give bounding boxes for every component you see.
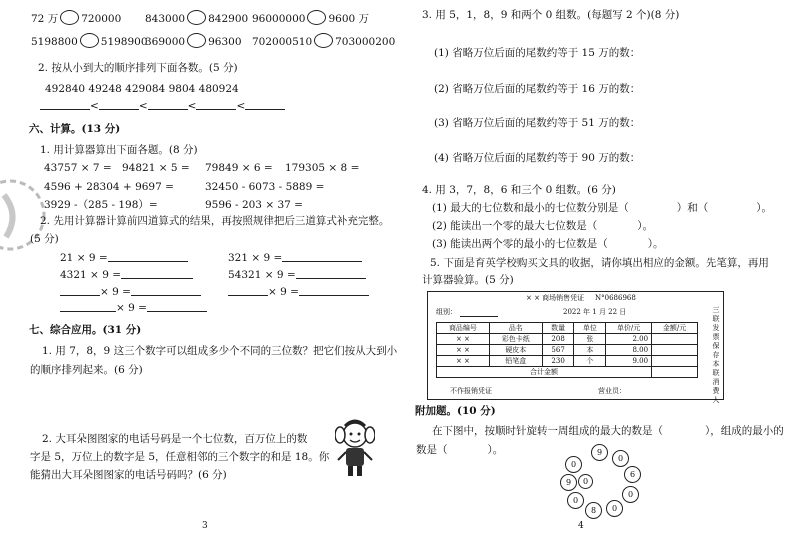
compare-circle[interactable] [80,33,99,48]
bonus-line-2: 数是（ ）。 [416,444,504,456]
section-7-q1-line2: 的顺序排列起来。(6 分) [30,364,143,376]
ring-digit: 9 [591,444,608,461]
receipt-serial: N°0686968 [595,294,636,302]
answer-blank[interactable] [296,278,366,279]
receipt-header-row: 商品编号 品名 数量 单位 单价/元 金额/元 [437,323,698,334]
answer-blank[interactable] [60,295,100,296]
ring-digit: 9 [560,474,577,491]
compare-circle[interactable] [60,10,79,25]
table-row: × × 硬皮本 567 本 8.00 [437,345,698,356]
ring-digit: 0 [606,500,623,517]
pattern-item: 21 × 9 = [60,253,188,264]
calc-item: 79849 × 6 = [205,162,273,174]
calc-item: 179305 × 8 = [285,162,360,174]
calc-item: 43757 × 7 = [44,162,112,174]
answer-blank[interactable] [131,295,201,296]
compare-circle[interactable] [314,33,333,48]
total-amount-cell[interactable] [652,367,698,378]
answer-blank[interactable] [99,109,139,110]
compare-item: 702000510 703000200 [252,33,395,48]
answer-blank[interactable] [147,311,207,312]
pattern-item: × 9 = [60,287,201,298]
answer-blank[interactable] [282,261,362,262]
cartoon-figure-icon [335,418,375,480]
receipt-table [436,322,698,378]
ring-digit: 8 [585,502,602,519]
receipt [427,291,724,404]
page-number: 4 [578,521,584,531]
section-7-q1-line1: 1. 用 7，8，9 这三个数字可以组成多少个不同的三位数？把它们按从大到小 [42,345,398,357]
answer-blank[interactable] [40,109,90,110]
pattern-item: × 9 = [228,287,369,298]
ring-digit: 0 [567,492,584,509]
section-7-q2-line1: 2. 大耳朵图图家的电话号码是一个七位数，百万位上的数 [42,433,308,445]
compare-item: 5198800 5198900 [31,33,148,48]
amount-cell[interactable] [652,345,698,356]
section-6-q2-points: (5 分) [30,233,59,245]
answer-blank[interactable] [245,109,285,110]
section-6-title: 六、计算。(13 分) [29,123,121,135]
question-5-line1: 5. 下面是育英学校购买文具的收据，请你填出相应的金额。先笔算，再用 [430,257,769,269]
answer-blank[interactable] [108,261,188,262]
compare-item: 369000 96300 [145,33,242,48]
calc-item: 4596 + 28304 + 9697 = [44,181,174,193]
amount-cell[interactable] [652,334,698,345]
order-answer-row: < < < < [40,101,285,112]
question-4-item-1: (1) 最大的七位数和最小的七位数分别是（ ）和（ ）。 [432,202,772,214]
page-number: 3 [202,521,208,531]
compare-circle[interactable] [187,10,206,25]
compare-circle[interactable] [307,10,326,25]
question-3-item: (1) 省略万位后面的尾数约等于 15 万的数： [434,47,641,59]
section-6-q2-title: 2. 先用计算器计算前四道算式的结果，再按照规律把后三道算式补充完整。 [40,215,390,227]
question-2-title: 2. 按从小到大的顺序排列下面各数。(5 分) [38,62,238,74]
receipt-clerk-label: 营业员： [598,387,626,395]
ring-digit: 0 [578,474,593,489]
answer-blank[interactable] [228,295,268,296]
receipt-side-text: 三联 发票 保存 本联 消费 人 [712,306,720,404]
pattern-item: 54321 × 9 = [228,270,366,281]
bonus-line-1: 在下图中，按顺时针旋转一周组成的最大的数是（ ），组成的最小的 [432,425,784,437]
section-6-q1-title: 1. 用计算器算出下面各题。(8 分) [40,144,198,156]
compare-item: 72 万 720000 [31,10,121,25]
question-3-item: (3) 省略万位后面的尾数约等于 51 万的数： [434,117,641,129]
answer-blank[interactable] [121,278,193,279]
pattern-item: × 9 = [60,303,207,314]
receipt-total-row: 合计金额 [437,367,698,378]
table-row: × × 彩色卡纸 208 张 2.00 [437,334,698,345]
question-4-title: 4. 用 3，7，8，6 和三个 0 组数。(6 分) [422,184,616,196]
number-list: 492840 49248 429084 9804 480924 [45,83,239,95]
ring-digit: 6 [624,466,641,483]
answer-blank[interactable] [196,109,236,110]
section-7-q2-line3: 能猜出大耳朵图图家的电话号码吗？(6 分) [30,469,227,481]
table-row: × × 铅笔盒 230 个 9.00 [437,356,698,367]
receipt-title: × × 商场销售凭证 [526,294,585,302]
receipt-date: 2022 年 1 月 22 日 [563,308,627,316]
receipt-buyer-blank[interactable] [460,316,498,317]
answer-blank[interactable] [299,295,369,296]
calc-item: 9596 - 203 × 37 = [205,199,303,211]
ring-digit: 0 [612,450,629,467]
compare-item: 843000 842900 [145,10,248,25]
question-3-item: (2) 省略万位后面的尾数约等于 16 万的数： [434,83,641,95]
bonus-title: 附加题。(10 分) [415,405,496,417]
calc-item: 94821 × 5 = [122,162,190,174]
amount-cell[interactable] [652,356,698,367]
receipt-buyer-label: 组别： [436,308,457,316]
pattern-item: 4321 × 9 = [60,270,193,281]
answer-blank[interactable] [60,311,116,312]
answer-blank[interactable] [148,109,188,110]
question-5-line2: 计算器验算。(5 分) [422,274,514,286]
compare-circle[interactable] [187,33,206,48]
question-3-title: 3. 用 5，1，8，9 和两个 0 组数。(每题写 2 个)(8 分) [422,9,680,21]
question-4-item-2: (2) 能读出一个零的最大七位数是（ ）。 [432,220,653,232]
pattern-item: 321 × 9 = [228,253,362,264]
section-7-q2-line2: 字是 5，万位上的数字是 5，任意相邻的三个数字的和是 18。你 [30,451,330,463]
compare-item: 96000000 9600 万 [252,10,369,25]
question-3-item: (4) 省略万位后面的尾数约等于 90 万的数： [434,152,641,164]
calc-item: 3929 -（285 - 198）= [44,199,158,211]
calc-item: 32450 - 6073 - 5889 = [205,181,325,193]
question-4-item-3: (3) 能读出两个零的最小的七位数是（ ）。 [432,238,664,250]
section-7-title: 七、综合应用。(31 分) [29,324,142,336]
receipt-void-label: 不作报销凭证 [450,387,492,395]
ring-digit: 0 [565,456,582,473]
ring-digit: 0 [622,486,639,503]
